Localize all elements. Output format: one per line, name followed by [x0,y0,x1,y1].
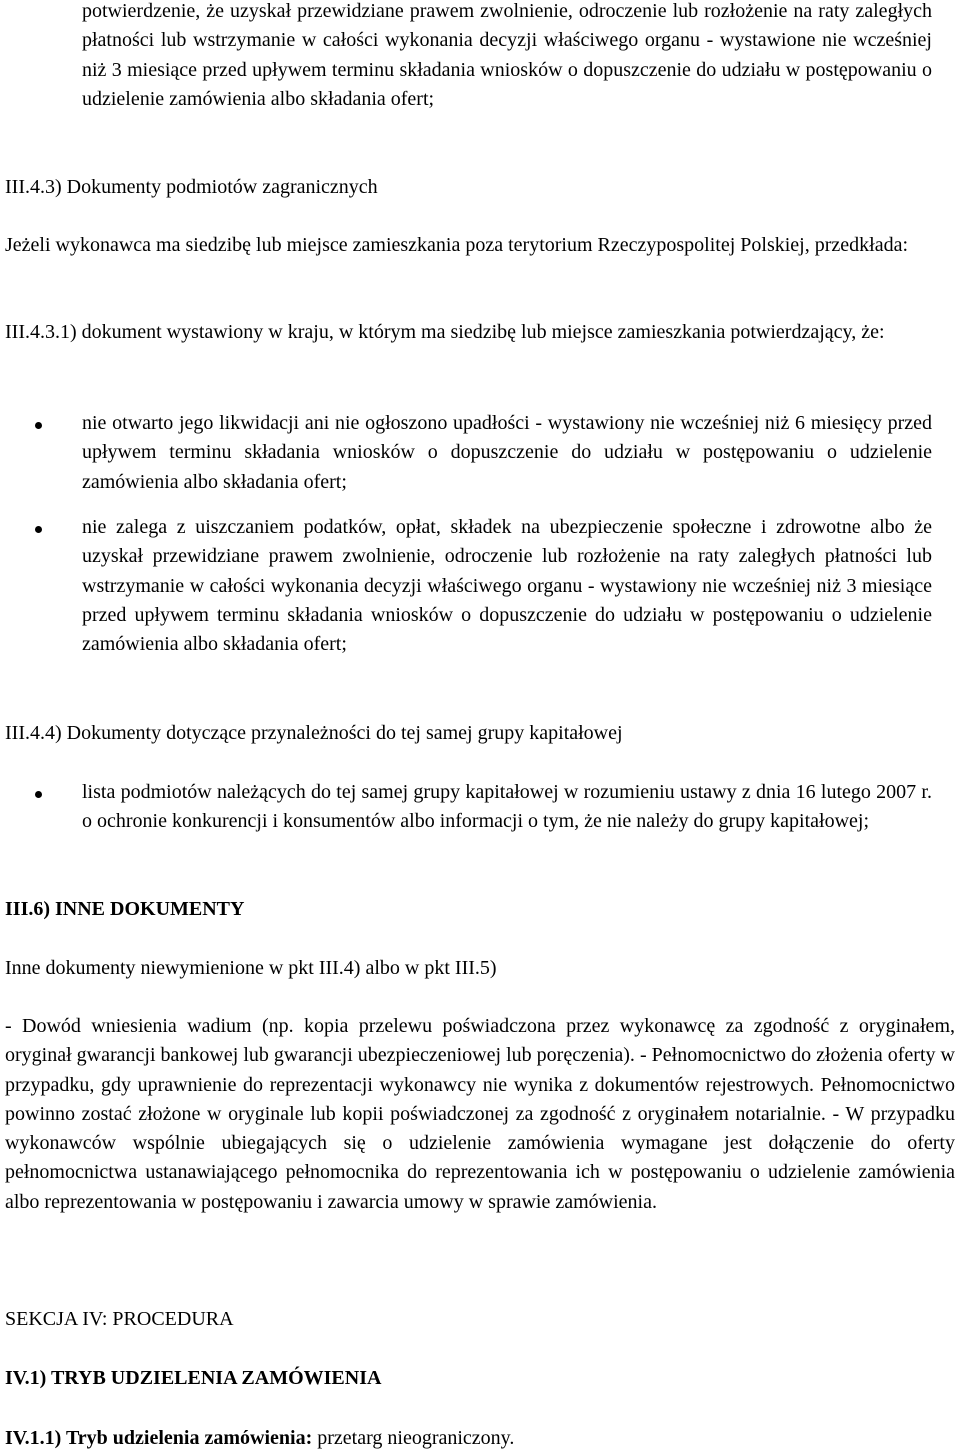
foreign-entities-intro: Jeżeli wykonawca ma siedzibę lub miejsce zamieszkania poza terytorium Rzeczypospolitej Polskiej, przedkłada: [5,234,909,256]
sub-heading-iii-4-3-1: III.4.3.1) dokument wystawiony w kraju, w którym ma siedzibę lub miejsce zamieszkania potwierdzający, że: [5,321,885,343]
section-heading-iii-6: III.6) INNE DOKUMENTY [5,898,245,920]
bullet-marker [35,422,42,429]
section-iv-title: SEKCJA IV: PROCEDURA [5,1308,234,1330]
list-item: nie otwarto jego likwidacji ani nie ogłoszono upadłości - wystawiony nie wcześniej niż 6 miesięcy przed upływem terminu składania wniosków o dopuszczenie do udziału w postępowaniu o udzielenie zamówienia albo składania ofert; [82,412,932,493]
list-item: nie zalega z uiszczaniem podatków, opłat, składek na ubezpieczenie społeczne i zdrowotne albo że uzyskał przewidziane prawem zwolnienie, odroczenie lub rozłożenie na raty zaległych płatności lub wstrzymanie w całości wykonania decyzji właściwego organu - wystawiony nie wcześniej niż 3 miesiące przed upływem terminu składania wniosków o dopuszczenie do udziału w postępowaniu o udzielenie zamówienia albo składania ofert; [82,516,932,656]
continuation-paragraph: potwierdzenie, że uzyskał przewidziane prawem zwolnienie, odroczenie lub rozłożenie na raty zaległych płatności lub wstrzymanie w całości wykonania decyzji właściwego organu - wystawione nie wcześniej niż 3 miesiące przed upływem terminu składania wniosków o dopuszczenie do udziału w postępowaniu o udzielenie zamówienia albo składania ofert; [82,0,932,110]
bullet-marker [35,791,42,798]
other-documents-body: - Dowód wniesienia wadium (np. kopia przelewu poświadczona przez wykonawcę za zgodność z oryginałem, oryginał gwarancji bankowej lub gwarancji ubezpieczeniowej lub poręczenia). - Pełnomocnictwo do złożenia oferty w przypadku, gdy uprawnienie do reprezentacji wykonawcy nie wynika z dokumentów rejestrowych. Pełnomocnictwo powinno zostać złożone w oryginale lub kopii poświadczonej za zgodność z oryginałem notarialnie. - W przypadku wykonawców wspólnie ubiegających się o udzielenie zamówienia wymagane jest dołączenie do oferty pełnomocnictwa ustanawiającego pełnomocnika do reprezentowania ich w postępowaniu o udzielenie zamówienia albo reprezentowania w postępowaniu i zawarcia umowy w sprawie zamówienia. [5,1015,955,1213]
procedure-mode-label: IV.1.1) Tryb udzielenia zamówienia: [5,1427,313,1449]
list-item: lista podmiotów należących do tej samej grupy kapitałowej w rozumieniu ustawy z dnia 16 lutego 2007 r. o ochronie konkurencji i konsumentów albo informacji o tym, że nie należy do grupy kapitałowej; [82,781,932,833]
other-documents-intro: Inne dokumenty niewymienione w pkt III.4) albo w pkt III.5) [5,957,497,979]
section-heading-iii-4-4: III.4.4) Dokumenty dotyczące przynależności do tej samej grupy kapitałowej [5,722,623,744]
bullet-marker [35,526,42,533]
section-heading-iv-1: IV.1) TRYB UDZIELENIA ZAMÓWIENIA [5,1367,382,1389]
procedure-mode-value: przetarg nieograniczony. [312,1427,515,1449]
procedure-mode-line [5,1424,945,1453]
section-heading-iii-4-3: III.4.3) Dokumenty podmiotów zagranicznych [5,176,378,198]
